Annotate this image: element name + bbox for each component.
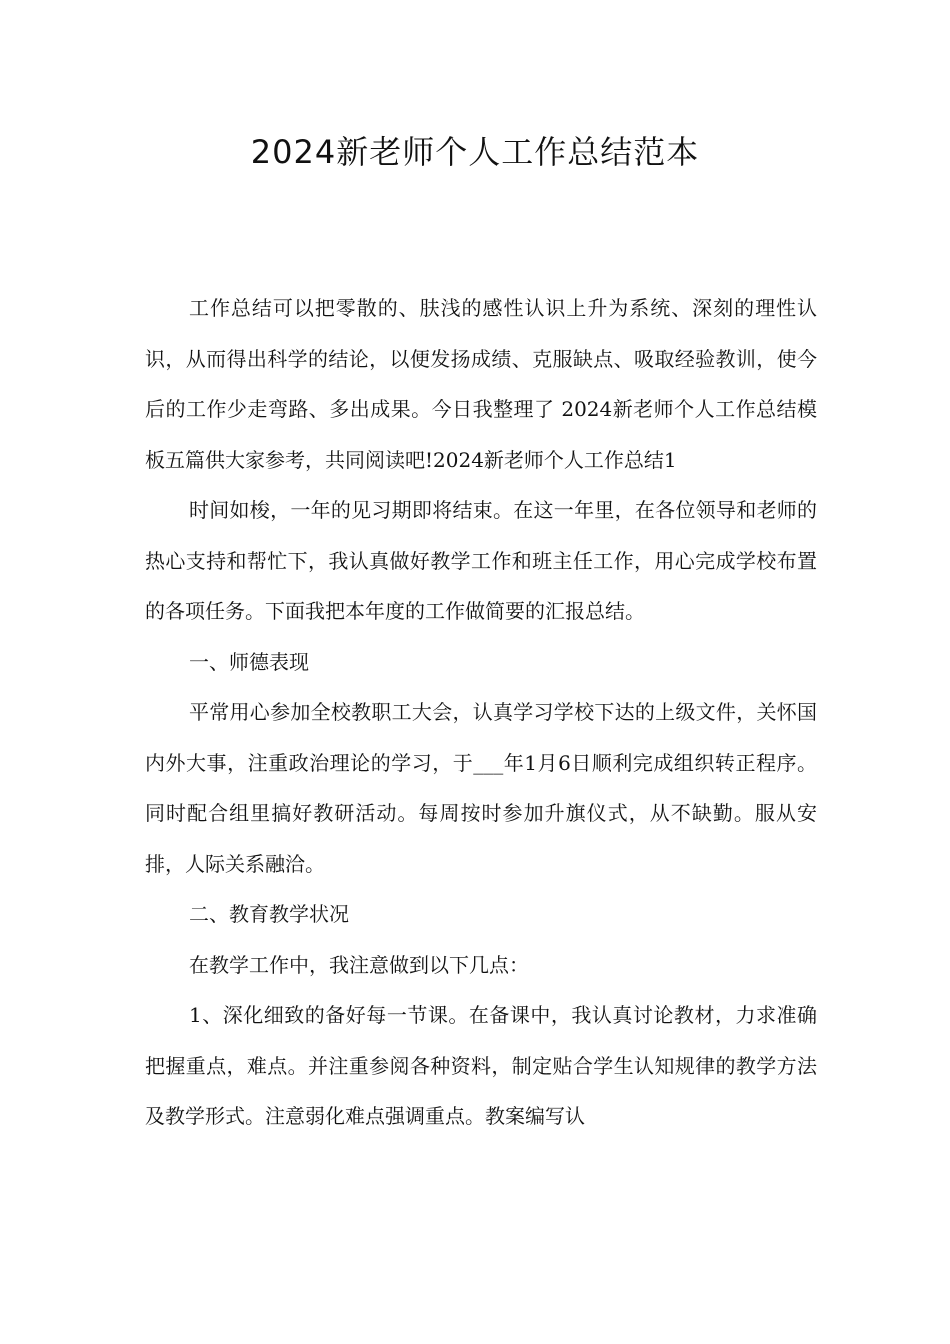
- section-heading-teaching: 二、教育教学状况: [189, 902, 349, 926]
- paragraph-overview: 时间如梭，一年的见习期即将结束。在这一年里，在各位领导和老师的热心支持和帮忙下，我认真做好教学工作和班主任工作，用心完成学校布置的各项任务。下面我把本年度的工作做简要的汇报总结。: [145, 498, 817, 623]
- document-title: 2024新老师个人工作总结范本: [250, 133, 700, 171]
- paragraph-intro: 工作总结可以把零散的、肤浅的感性认识上升为系统、深刻的理性认识，从而得出科学的结论，以便发扬成绩、克服缺点、吸取经验教训，使今后的工作少走弯路、多出成果。今日我整理了 2024新老师个人工作总结模板五篇供大家参考，共同阅读吧!2024新老师个人工作总结1: [145, 296, 817, 472]
- paragraph-teaching-intro: 在教学工作中，我注意做到以下几点：: [189, 952, 529, 977]
- section-heading-ethics: 一、师德表现: [189, 649, 309, 674]
- paragraph-lesson-prep: 1、深化细致的备好每一节课。在备课中，我认真讨论教材，力求准确把握重点，难点。并注重参阅各种资料，制定贴合学生认知规律的教学方法及教学形式。注意弱化难点强调重点。教案编写认: [145, 1003, 817, 1128]
- document-body: [145, 283, 817, 1142]
- paragraph-ethics: 平常用心参加全校教职工大会，认真学习学校下达的上级文件，关怀国内外大事，注重政治理论的学习，于___年1月6日顺利完成组织转正程序。同时配合组里搞好教研活动。每周按时参加升旗仪式，从不缺勤。服从安排，人际关系融洽。: [145, 700, 817, 876]
